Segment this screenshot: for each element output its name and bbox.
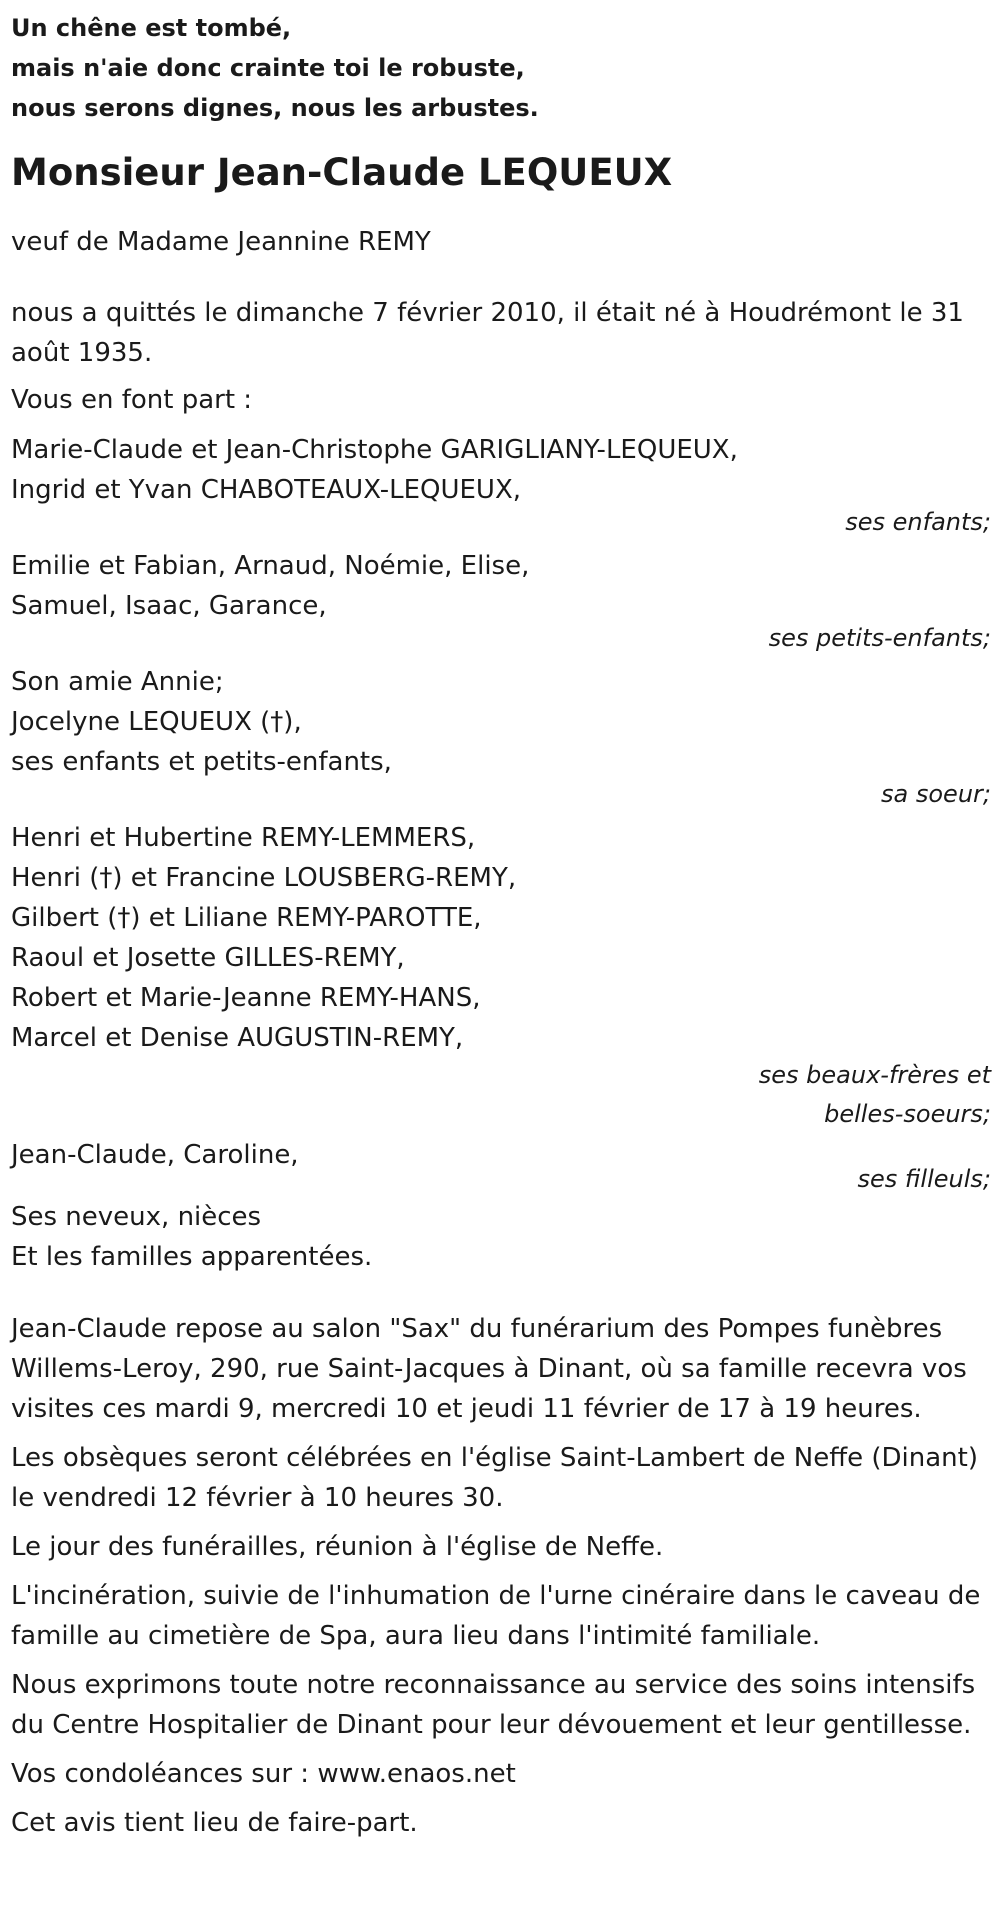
family-line: Ingrid et Yvan CHABOTEAUX-LEQUEUX,	[11, 475, 522, 505]
family-line: Ses neveux, nièces	[11, 1202, 262, 1232]
family-line: Marcel et Denise AUGUSTIN-REMY,	[11, 1023, 464, 1053]
poem-line: nous serons dignes, nous les arbustes.	[11, 94, 539, 122]
relation-label: ses petits-enfants;	[768, 624, 991, 652]
family-line: Emilie et Fabian, Arnaud, Noémie, Elise,	[11, 551, 530, 581]
family-group-others	[11, 1197, 991, 1277]
family-group-grandchildren	[11, 546, 991, 658]
family-line: Raoul et Josette GILLES-REMY,	[11, 943, 405, 973]
relation-label: sa soeur;	[881, 780, 991, 808]
poem-line: mais n'aie donc crainte toi le robuste,	[11, 54, 525, 82]
family-line: Jocelyne LEQUEUX (†),	[11, 707, 302, 737]
family-line: Jean-Claude, Caroline,	[11, 1140, 299, 1170]
closing-paragraph: Les obsèques seront célébrées en l'église Saint-Lambert de Neffe (Dinant) le vendredi 12 février à 10 heures 30.	[11, 1443, 978, 1513]
announcement-intro: Vous en font part :	[11, 385, 253, 415]
family-line: Marie-Claude et Jean-Christophe GARIGLIANY-LEQUEUX,	[11, 435, 738, 465]
spouse-line: veuf de Madame Jeannine REMY	[11, 227, 431, 257]
closing-paragraph: Le jour des funérailles, réunion à l'église de Neffe.	[11, 1532, 664, 1562]
family-line: Henri et Hubertine REMY-LEMMERS,	[11, 823, 476, 853]
family-group-children	[11, 430, 991, 542]
closing-paragraph: Cet avis tient lieu de faire-part.	[11, 1808, 418, 1838]
closing-paragraph: Nous exprimons toute notre reconnaissance au service des soins intensifs du Centre Hospitalier de Dinant pour leur dévouement et leur gentillesse.	[11, 1670, 976, 1740]
closing-paragraph: Vos condoléances sur : www.enaos.net	[11, 1759, 516, 1789]
family-line: Robert et Marie-Jeanne REMY-HANS,	[11, 983, 481, 1013]
closing-paragraph: Jean-Claude repose au salon "Sax" du funérarium des Pompes funèbres Willems-Leroy, 290, rue Saint-Jacques à Dinant, où sa famille recevra vos visites ces mardi 9, mercredi 10 et jeudi 11 février de 17 à 19 heures.	[11, 1314, 967, 1424]
family-group-sister	[11, 662, 991, 814]
relation-label: belles-soeurs;	[824, 1100, 991, 1128]
deceased-name: Monsieur Jean-Claude LEQUEUX	[11, 151, 673, 194]
family-group-godchildren	[11, 1135, 991, 1199]
family-group-in-laws	[11, 818, 991, 1134]
family-line: ses enfants et petits-enfants,	[11, 747, 392, 777]
family-line: Gilbert (†) et Liliane REMY-PAROTTE,	[11, 903, 482, 933]
poem-line: Un chêne est tombé,	[11, 14, 292, 42]
family-line: Et les familles apparentées.	[11, 1242, 373, 1272]
death-text: nous a quittés le dimanche 7 février 2010, il était né à Houdrémont le 31 août 1935.	[11, 298, 964, 368]
relation-label: ses filleuls;	[857, 1165, 991, 1193]
poem	[11, 8, 991, 128]
obituary-notice	[11, 0, 991, 1852]
relation-label: ses enfants;	[845, 508, 991, 536]
closing-section	[11, 1309, 991, 1843]
relation-label: ses beaux-frères et	[758, 1061, 991, 1089]
family-line: Henri (†) et Francine LOUSBERG-REMY,	[11, 863, 517, 893]
closing-paragraph: L'incinération, suivie de l'inhumation de l'urne cinéraire dans le caveau de famille au cimetière de Spa, aura lieu dans l'intimité familiale.	[11, 1581, 981, 1651]
family-line: Son amie Annie;	[11, 667, 224, 697]
family-line: Samuel, Isaac, Garance,	[11, 591, 327, 621]
